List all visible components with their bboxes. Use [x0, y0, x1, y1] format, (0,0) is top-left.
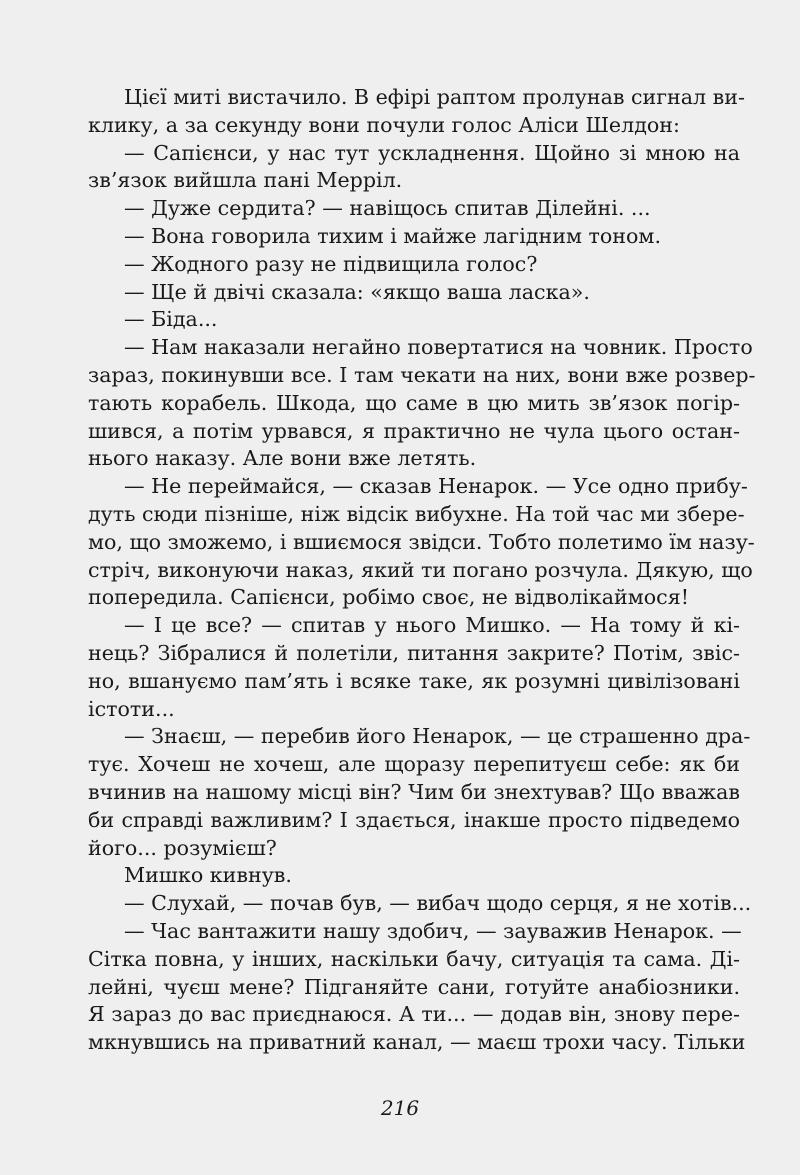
- body-text: [88, 84, 756, 1057]
- text-line: — Сапієнси, у нас тут ускладнення. Щойно зі мною на: [124, 140, 740, 165]
- text-line: лейні, чуєш мене? Підганяйте сани, готуйте анабіозники.: [88, 974, 740, 999]
- text-line: Я зараз до вас приєднаюся. А ти... — додав він, знову пере-: [88, 1002, 740, 1027]
- text-line: Цієї миті вистачило. В ефірі раптом пролунав сигнал ви-: [124, 85, 745, 109]
- text-line: вчинив на нашому місці він? Чим би знехтував? Що вважав: [88, 779, 740, 804]
- text-line: — Ще й двічі сказала: «якщо ваша ласка».: [124, 279, 590, 304]
- text-line: Сітка повна, у інших, наскільки бачу, ситуація та сама. Ді-: [88, 946, 740, 971]
- text-line: би справді важливим? І здається, інакше просто підведемо: [88, 807, 740, 832]
- text-line: но, вшануємо пам’ять і всяке таке, як розумні цивілізовані: [88, 668, 740, 693]
- text-line: істоти...: [88, 696, 175, 721]
- text-line: попередила. Сапієнси, робімо своє, не відволікаймося!: [88, 585, 689, 610]
- page-number: 216: [380, 1096, 420, 1120]
- text-line: нець? Зібралися й полетіли, питання закрите? Потім, звіс-: [88, 640, 740, 665]
- text-line: — Вона говорила тихим і майже лагідним тоном.: [124, 223, 661, 248]
- text-line: — Знаєш, — перебив його Ненарок, — це страшенно дра-: [124, 724, 751, 749]
- text-line: дуть сюди пізніше, ніж відсік вибухне. На той час ми збере-: [88, 501, 745, 526]
- text-line: клику, а за секунду вони почули голос Аліси Шелдон:: [88, 112, 680, 137]
- text-line: стріч, виконуючи наказ, який ти погано розчула. Дякую, що: [88, 557, 753, 582]
- text-line: нього наказу. Але вони вже летять.: [88, 446, 477, 471]
- text-line: мо, що зможемо, і вшиємося звідси. Тобто полетимо їм назу-: [88, 529, 755, 554]
- text-line: тує. Хочеш не хочеш, але щоразу перепитуєш себе: як би: [88, 752, 740, 777]
- text-line: — І це все? — спитав у нього Мишко. — На тому й кі-: [124, 613, 740, 638]
- text-line: Мишко кивнув.: [124, 863, 292, 888]
- text-line: тають корабель. Шкода, що саме в цю мить зв’язок погір-: [88, 390, 740, 415]
- text-line: шився, а потім урвався, я практично не чула цього остан-: [88, 418, 740, 443]
- text-line: — Слухай, — почав був, — вибач щодо серця, я не хотів...: [124, 891, 752, 916]
- text-line: — Не переймайся, — сказав Ненарок. — Усе одно прибу-: [124, 474, 748, 499]
- text-line: — Час вантажити нашу здобич, — зауважив Ненарок. —: [124, 918, 742, 943]
- text-line: — Біда...: [124, 307, 218, 332]
- text-line: — Нам наказали негайно повертатися на човник. Просто: [124, 335, 753, 360]
- text-line: його... розумієш?: [88, 835, 277, 860]
- text-line: — Жодного разу не підвищила голос?: [124, 251, 538, 276]
- text-line: зв’язок вийшла пані Мерріл.: [88, 168, 403, 193]
- text-line: зараз, покинувши все. І там чекати на них, вони вже розвер-: [88, 362, 756, 387]
- text-line: — Дуже сердита? — навіщось спитав Ділейні. ...: [124, 196, 651, 221]
- text-line: мкнувшись на приватний канал, — маєш трохи часу. Тільки: [88, 1030, 746, 1055]
